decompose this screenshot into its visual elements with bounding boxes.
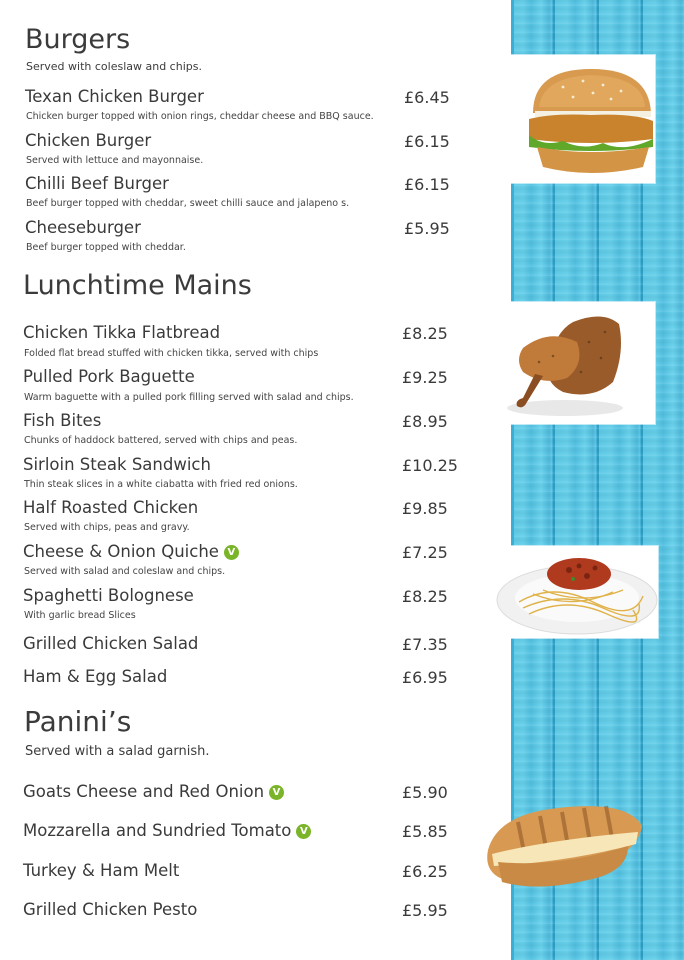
- menu-item-name: Goats Cheese and Red Onion: [23, 782, 265, 801]
- menu-item-price: £7.25: [402, 543, 448, 562]
- menu-item-price: £9.25: [402, 368, 448, 387]
- menu-item-price: £6.15: [404, 132, 450, 151]
- spaghetti-photo: [493, 546, 658, 638]
- menu-item-name-mozzarella: [23, 821, 311, 840]
- menu-item-name: Grilled Chicken Pesto: [23, 900, 198, 919]
- burger-photo: [493, 55, 655, 183]
- menu-item-price: £6.95: [402, 668, 448, 687]
- menu-item-description: Chicken burger topped with onion rings, cheddar cheese and BBQ sauce.: [26, 111, 374, 122]
- menu-item-description: Served with chips, peas and gravy.: [24, 522, 190, 533]
- menu-item-name: Fish Bites: [23, 411, 102, 430]
- section-subtitle-burgers: Served with coleslaw and chips.: [26, 60, 202, 73]
- menu-item-price: £5.85: [402, 822, 448, 841]
- menu-item-description: Thin steak slices in a white ciabatta with fried red onions.: [24, 479, 298, 490]
- menu-item-name: Ham & Egg Salad: [23, 667, 168, 686]
- menu-item-price: £6.25: [402, 862, 448, 881]
- menu-item-name: Turkey & Ham Melt: [23, 861, 180, 880]
- menu-item-name: Chilli Beef Burger: [25, 174, 169, 193]
- menu-item-price: £8.95: [402, 412, 448, 431]
- menu-item-name-quiche: [23, 542, 239, 561]
- menu-item-price: £7.35: [402, 635, 448, 654]
- menu-item-description: Served with lettuce and mayonnaise.: [26, 155, 204, 166]
- section-subtitle-paninis: Served with a salad garnish.: [25, 744, 210, 759]
- menu-item-name: Cheeseburger: [25, 218, 141, 237]
- menu-item-name: Pulled Pork Baguette: [23, 367, 195, 386]
- menu-item-description: Chunks of haddock battered, served with chips and peas.: [24, 435, 298, 446]
- menu-item-description: Served with salad and coleslaw and chips.: [24, 566, 226, 577]
- section-title-lunchtime-mains: Lunchtime Mains: [23, 270, 252, 301]
- vegetarian-badge-icon: V: [296, 824, 311, 839]
- menu-item-description: Warm baguette with a pulled pork filling served with salad and chips.: [24, 392, 354, 403]
- roast-chicken-photo: [493, 302, 655, 424]
- menu-item-price: £6.15: [404, 175, 450, 194]
- menu-item-description: Beef burger topped with cheddar, sweet chilli sauce and jalapeno s.: [26, 198, 350, 209]
- menu-item-description: Beef burger topped with cheddar.: [26, 242, 186, 253]
- menu-item-name: Grilled Chicken Salad: [23, 634, 199, 653]
- menu-item-price: £9.85: [402, 499, 448, 518]
- menu-item-price: £6.45: [404, 88, 450, 107]
- menu-item-price: £5.95: [404, 219, 450, 238]
- menu-item-price: £8.25: [402, 324, 448, 343]
- menu-item-description: With garlic bread Slices: [24, 610, 136, 621]
- menu-item-price: £5.95: [402, 901, 448, 920]
- section-title-paninis: Panini’s: [24, 705, 132, 738]
- menu-item-name: Chicken Tikka Flatbread: [23, 323, 221, 342]
- menu-item-name: Chicken Burger: [25, 131, 152, 150]
- menu-item-name: Spaghetti Bolognese: [23, 586, 194, 605]
- vegetarian-badge-icon: V: [269, 785, 284, 800]
- menu-item-name: Texan Chicken Burger: [25, 87, 204, 106]
- menu-item-name: Half Roasted Chicken: [23, 498, 199, 517]
- section-title-burgers: Burgers: [25, 24, 131, 55]
- menu-item-price: £8.25: [402, 587, 448, 606]
- menu-item-name-goats-cheese: [23, 782, 284, 801]
- menu-item-description: Folded flat bread stuffed with chicken tikka, served with chips: [24, 348, 319, 359]
- menu-item-name: Mozzarella and Sundried Tomato: [23, 821, 292, 840]
- menu-item-name: Sirloin Steak Sandwich: [23, 455, 211, 474]
- menu-item-name: Cheese & Onion Quiche: [23, 542, 219, 561]
- menu-item-price: £5.90: [402, 783, 448, 802]
- vegetarian-badge-icon: V: [224, 545, 239, 560]
- menu-item-price: £10.25: [402, 456, 458, 475]
- panini-photo: [478, 792, 648, 894]
